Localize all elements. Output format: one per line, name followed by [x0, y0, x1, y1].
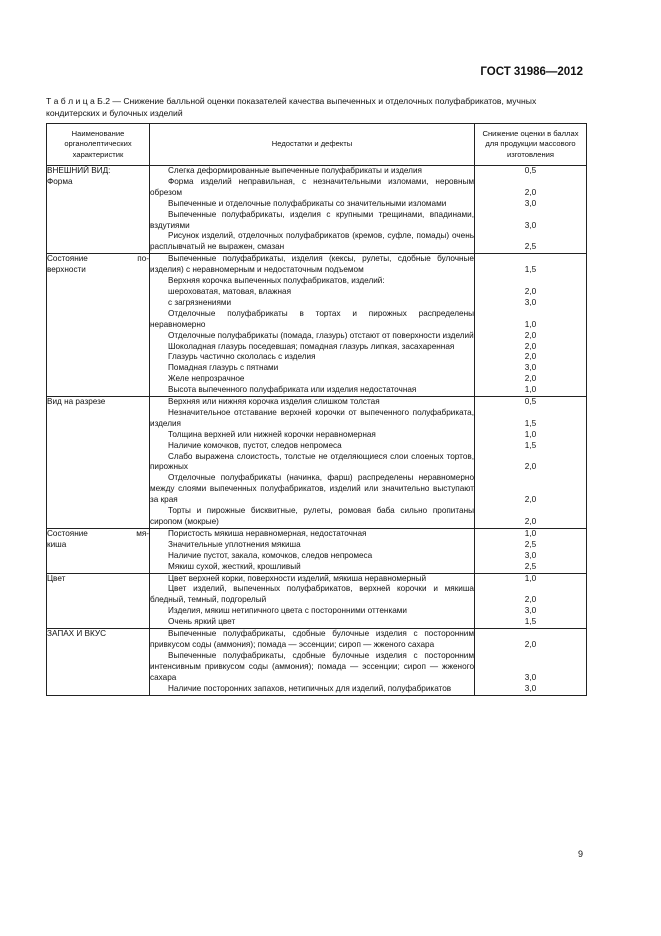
defect-text: Наличие комочков, пустот, следов непромеса	[168, 440, 342, 450]
score-value: 2,0	[524, 595, 537, 605]
defect-item	[150, 352, 474, 363]
defect-item	[150, 166, 474, 177]
scores-cell	[475, 166, 587, 254]
table-row	[47, 528, 587, 573]
score-value: 2,0	[524, 495, 537, 505]
defect-text: Форма изделий неправильная, с незначительными изломами, неровным обрезом	[150, 176, 474, 197]
characteristic-name: киша	[47, 539, 67, 549]
defect-text: Отделочные полуфабрикаты (начинка, фарш) распределены неравномерно между слоями выпеченных полуфабрикатов, изделий или значительно выступают за края	[150, 473, 474, 505]
table-body	[47, 166, 587, 696]
table-header-row	[47, 124, 587, 166]
score-value: 3,0	[524, 672, 537, 682]
score-value: 2,0	[524, 352, 537, 362]
defect-text: Отделочные полуфабрикаты в тортах и пирожных распределены неравномерно	[150, 308, 474, 329]
characteristic-cell	[47, 573, 150, 629]
characteristic-name: Форма	[47, 176, 73, 186]
defect-text: Изделия, мякиш нетипичного цвета с посторонними оттенками	[168, 606, 407, 616]
score-value: 1,0	[524, 319, 537, 329]
defect-item	[150, 287, 474, 298]
defect-text: с загрязнениями	[168, 297, 232, 307]
score-value: 2,0	[524, 374, 537, 384]
defect-item	[150, 199, 474, 210]
defect-text: Значительные уплотнения мякиша	[168, 539, 301, 549]
score-value: 0,5	[524, 166, 537, 175]
score-value: 0,5	[524, 397, 537, 407]
score-value: 3,0	[524, 363, 537, 373]
header-defects: Недостатки и дефекты	[150, 124, 475, 166]
score-value: 1,0	[524, 528, 537, 538]
score-value: 3,0	[524, 220, 537, 230]
defect-item	[150, 606, 474, 617]
defect-text: Выпеченные полуфабрикаты, изделия (кексы, рулеты, сдобные булочные изделия) с неравномерным и недостаточным подъемом	[150, 254, 474, 275]
defect-item	[150, 651, 474, 684]
defect-text: Верхняя или нижняя корочка изделия слишком толстая	[168, 397, 380, 407]
characteristic-name: ЗАПАХ И ВКУС	[47, 629, 106, 639]
score-value: 1,5	[524, 418, 537, 428]
defect-item	[150, 374, 474, 385]
defect-text: Верхняя корочка выпеченных полуфабрикатов, изделий:	[168, 276, 385, 286]
defect-text: шероховатая, матовая, влажная	[168, 286, 292, 296]
defect-item	[150, 617, 474, 628]
defect-text: Наличие пустот, закала, комочков, следов непромеса	[168, 550, 373, 560]
header-characteristic: Наименование органолептических характеристик	[47, 124, 150, 166]
defect-text: Выпеченные и отделочные полуфабрикаты со значительными изломами	[168, 198, 447, 208]
score-value: 3,0	[524, 550, 537, 560]
score-value: 1,5	[524, 617, 537, 627]
defects-cell	[150, 397, 475, 529]
defect-item	[150, 309, 474, 331]
score-value: 1,0	[524, 573, 537, 583]
defect-item	[150, 529, 474, 540]
defect-text: Выпеченные полуфабрикаты, изделия с крупными трещинами, впадинами, вздутиями	[150, 209, 474, 230]
defect-item	[150, 231, 474, 253]
defects-cell	[150, 166, 475, 254]
defect-item	[150, 363, 474, 374]
table-row	[47, 254, 587, 397]
defect-item	[150, 342, 474, 353]
defect-item	[150, 540, 474, 551]
characteristic-name: Состояние мя-	[47, 528, 149, 538]
characteristic-cell	[47, 629, 150, 695]
defect-text: Рисунок изделий, отделочных полуфабрикатов (кремов, суфле, помады) очень расплывчатый не выражен, смазан	[150, 231, 474, 252]
defect-item	[150, 506, 474, 528]
header-score: Снижение оценки в баллах для продукции массового изготовления	[475, 124, 587, 166]
page-number: 9	[577, 849, 583, 859]
scores-cell	[475, 254, 587, 397]
characteristic-cell	[47, 254, 150, 397]
defect-item	[150, 562, 474, 573]
defects-cell	[150, 528, 475, 573]
defect-text: Желе непрозрачное	[168, 374, 245, 384]
score-value	[475, 276, 586, 287]
score-value: 3,0	[524, 606, 537, 616]
defect-text: Выпеченные полуфабрикаты, сдобные булочные изделия с посторонним интенсивным привкусом соды (аммония); помада — эссенции; сироп — жженого сахара	[150, 650, 474, 682]
defect-text: Помадная глазурь с пятнами	[168, 363, 279, 373]
defect-item	[150, 452, 474, 474]
defect-text: Цвет верхней корки, поверхности изделий, мякиша неравномерный	[168, 573, 427, 583]
score-value: 2,0	[524, 517, 537, 526]
defect-text: Наличие посторонних запахов, нетипичных для изделий, полуфабрикатов	[168, 683, 452, 693]
defects-cell	[150, 254, 475, 397]
defect-item	[150, 430, 474, 441]
defect-text: Толщина верхней или нижней корочки неравномерная	[168, 429, 376, 439]
characteristic-name: Состояние по-	[47, 254, 149, 264]
score-value: 2,5	[524, 242, 537, 252]
standard-number: ГОСТ 31986—2012	[480, 66, 583, 78]
defect-item	[150, 629, 474, 651]
score-value: 3,0	[524, 198, 537, 208]
defect-item	[150, 441, 474, 452]
defect-text: Глазурь частично скололась с изделия	[168, 352, 316, 362]
defect-text: Пористость мякиша неравномерная, недостаточная	[168, 528, 367, 538]
score-value: 3,0	[524, 297, 537, 307]
score-value: 2,0	[524, 187, 537, 197]
characteristic-name: верхности	[47, 265, 86, 275]
defects-cell	[150, 629, 475, 695]
score-value: 2,5	[524, 539, 537, 549]
defect-item	[150, 584, 474, 606]
table-row	[47, 166, 587, 254]
defect-item	[150, 254, 474, 276]
characteristic-name: ВНЕШНИЙ ВИД:	[47, 166, 111, 175]
defect-text: Шоколадная глазурь поседевшая; помадная глазурь липкая, засахаренная	[168, 341, 455, 351]
score-value: 1,0	[524, 385, 537, 395]
defects-table	[46, 123, 587, 696]
scores-cell	[475, 397, 587, 529]
table-row	[47, 397, 587, 529]
score-value: 3,0	[524, 683, 537, 693]
scores-cell	[475, 629, 587, 695]
characteristic-name: Цвет	[47, 573, 66, 583]
score-value: 2,0	[524, 639, 537, 649]
defect-item	[150, 473, 474, 506]
defect-item	[150, 210, 474, 232]
scores-cell	[475, 528, 587, 573]
score-value: 1,5	[524, 440, 537, 450]
defect-text: Отделочные полуфабрикаты (помада, глазурь) отстают от поверхности изделий	[168, 330, 474, 340]
defect-text: Очень яркий цвет	[168, 617, 236, 627]
defect-item	[150, 574, 474, 585]
defect-item	[150, 551, 474, 562]
defect-text: Незначительное отставание верхней корочки от выпеченного полуфабриката, изделия	[150, 407, 474, 428]
defects-cell	[150, 573, 475, 629]
score-value: 2,0	[524, 341, 537, 351]
defect-text: Мякиш сухой, жесткий, крошливый	[168, 561, 301, 571]
defect-item	[150, 276, 474, 287]
defect-item	[150, 177, 474, 199]
score-value: 2,0	[524, 330, 537, 340]
defect-text: Слегка деформированные выпеченные полуфабрикаты и изделия	[168, 166, 422, 175]
defect-item	[150, 331, 474, 342]
characteristic-cell	[47, 528, 150, 573]
score-value: 2,0	[524, 286, 537, 296]
defect-text: Торты и пирожные бисквитные, рулеты, ромовая баба сильно пропитаны сиропом (мокрые)	[150, 506, 474, 526]
defect-text: Цвет изделий, выпеченных полуфабрикатов, верхней корочки и мякиша бледный, темный, подгорелый	[150, 584, 474, 605]
defect-item	[150, 397, 474, 408]
defect-text: Выпеченные полуфабрикаты, сдобные булочные изделия с посторонним привкусом соды (аммония); помада — эссенции; сироп — жженого сахара	[150, 629, 474, 649]
defect-item	[150, 408, 474, 430]
score-value: 2,0	[524, 462, 537, 472]
characteristic-cell	[47, 397, 150, 529]
defect-item	[150, 298, 474, 309]
table-row	[47, 573, 587, 629]
defect-item	[150, 684, 474, 695]
characteristic-cell	[47, 166, 150, 254]
score-value: 2,5	[524, 561, 537, 571]
characteristic-name: Вид на разрезе	[47, 397, 106, 407]
scores-cell	[475, 573, 587, 629]
score-value: 1,5	[524, 265, 537, 275]
table-row	[47, 629, 587, 695]
defect-text: Слабо выражена слоистость, толстые не отделяющиеся слои слоеных тортов, пирожных	[150, 451, 474, 472]
table-caption: Т а б л и ц а Б.2 — Снижение балльной оценки показателей качества выпеченных и отделочных полуфабрикатов, мучных кондитерских и булочных изделий	[46, 96, 537, 118]
defect-item	[150, 385, 474, 396]
defect-text: Высота выпеченного полуфабриката или изделия недостаточная	[168, 385, 417, 395]
score-value: 1,0	[524, 429, 537, 439]
